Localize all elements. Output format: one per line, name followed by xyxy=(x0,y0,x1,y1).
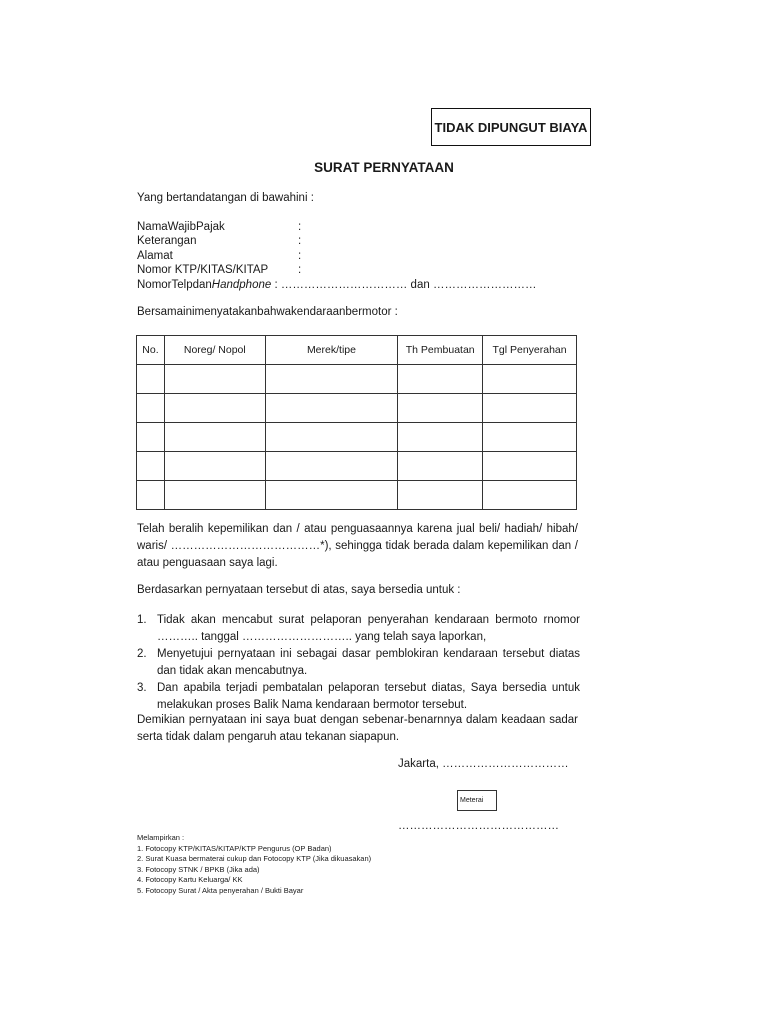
table-cell xyxy=(398,365,483,394)
attachment-item: 1. Fotocopy KTP/KITAS/KITAP/KTP Pengurus (OP Badan) xyxy=(137,843,332,853)
field-label-name: NamaWajibPajak xyxy=(137,221,225,233)
table-cell xyxy=(137,481,165,510)
field-colon: : xyxy=(298,235,302,247)
field-colon: : xyxy=(298,264,302,276)
list-item xyxy=(137,612,580,646)
table-row xyxy=(137,452,577,481)
table-cell xyxy=(265,365,398,394)
table-header-row xyxy=(137,336,577,365)
field-label-address: Alamat xyxy=(137,250,173,262)
intro-text: Yang bertandatangan di bawahini : xyxy=(137,192,314,204)
table-row xyxy=(137,365,577,394)
list-item xyxy=(137,680,580,714)
table-cell xyxy=(164,365,265,394)
table-cell xyxy=(483,481,577,510)
field-colon: : xyxy=(298,250,302,262)
table-header-cell: Noreg/ Nopol xyxy=(164,336,265,365)
table-cell xyxy=(483,365,577,394)
table-cell xyxy=(265,452,398,481)
list-text: Menyetujui pernyataan ini sebagai dasar pemblokiran kendaraan tersebut diatas dan tidak akan mencabutnya. xyxy=(157,648,580,677)
stamp-box: Meterai xyxy=(457,790,497,811)
table-cell xyxy=(265,423,398,452)
field-phone xyxy=(137,279,536,291)
table-cell xyxy=(398,423,483,452)
table-header-cell: No. xyxy=(137,336,165,365)
list-number: 1. xyxy=(137,614,147,626)
attachment-item: 4. Fotocopy Kartu Keluarga/ KK xyxy=(137,875,243,884)
table-cell xyxy=(398,452,483,481)
table-row xyxy=(137,394,577,423)
document-title: SURAT PERNYATAAN xyxy=(314,160,454,175)
table-header-cell: Tgl Penyerahan xyxy=(483,336,577,365)
table-row xyxy=(137,481,577,510)
list-text: Dan apabila terjadi pembatalan pelaporan tersebut diatas, Saya bersedia untuk melakukan proses Balik Nama kendaraan bermotor tersebut. xyxy=(157,682,580,711)
attachment-item: 3. Fotocopy STNK / BPKB (Jika ada) xyxy=(137,864,260,874)
list-number: 3. xyxy=(137,682,147,694)
phone-label: NomorTelpdan xyxy=(137,279,212,291)
table-cell xyxy=(137,452,165,481)
free-of-charge-badge: TIDAK DIPUNGUT BIAYA xyxy=(431,108,591,146)
closing-paragraph: Demikian pernyataan ini saya buat dengan sebenar-benarnnya dalam keadaan sadar serta tidak dalam pengaruh atau tekanan siapapun. xyxy=(137,714,578,743)
ownership-paragraph: Telah beralih kepemilikan dan / atau penguasaannya karena jual beli/ hadiah/ hibah/ waris/ …………………………………*), sehingga tidak berada dalam kepemilikan dan / atau penguasaan saya lagi. xyxy=(137,523,578,569)
table-cell xyxy=(137,423,165,452)
phone-dots: : …………………………… dan ……………………… xyxy=(271,279,537,291)
attachment-item: 5. Fotocopy Surat / Akta penyerahan / Bukti Bayar xyxy=(137,885,304,895)
table-header-cell: Merek/tipe xyxy=(265,336,398,365)
field-colon: : xyxy=(298,221,302,233)
field-label-id-number: Nomor KTP/KITAS/KITAP xyxy=(137,264,269,276)
table-cell xyxy=(398,481,483,510)
table-cell xyxy=(164,394,265,423)
list-item xyxy=(137,646,580,680)
field-label-description: Keterangan xyxy=(137,235,197,247)
table-cell xyxy=(483,452,577,481)
table-row xyxy=(137,423,577,452)
table-cell xyxy=(164,452,265,481)
table-cell xyxy=(483,394,577,423)
list-number: 2. xyxy=(137,648,147,660)
attachments-title: Melampirkan : xyxy=(137,833,185,842)
statement-intro: Bersamainimenyatakanbahwakendaraanbermotor : xyxy=(137,306,398,318)
table-cell xyxy=(398,394,483,423)
table-cell xyxy=(265,394,398,423)
commitment-list xyxy=(137,612,580,714)
table-cell xyxy=(137,365,165,394)
willingness-paragraph: Berdasarkan pernyataan tersebut di atas, saya bersedia untuk : xyxy=(137,584,461,596)
place-date: Jakarta, …………………………… xyxy=(398,758,569,770)
attachments xyxy=(137,833,371,896)
list-text: Tidak akan mencabut surat pelaporan penyerahan kendaraan bermoto rnomor ……….. tanggal ……………………….. yang telah saya laporkan, xyxy=(157,614,580,643)
table-header-cell: Th Pembuatan xyxy=(398,336,483,365)
table-cell xyxy=(265,481,398,510)
table-cell xyxy=(137,394,165,423)
table-cell xyxy=(164,481,265,510)
table-cell xyxy=(483,423,577,452)
signature-line: …………………………………… xyxy=(398,820,559,832)
attachment-item: 2. Surat Kuasa bermaterai cukup dan Fotocopy KTP (Jika dikuasakan) xyxy=(137,854,372,863)
vehicle-table xyxy=(136,335,577,510)
phone-label-italic: Handphone xyxy=(211,279,272,291)
table-cell xyxy=(164,423,265,452)
